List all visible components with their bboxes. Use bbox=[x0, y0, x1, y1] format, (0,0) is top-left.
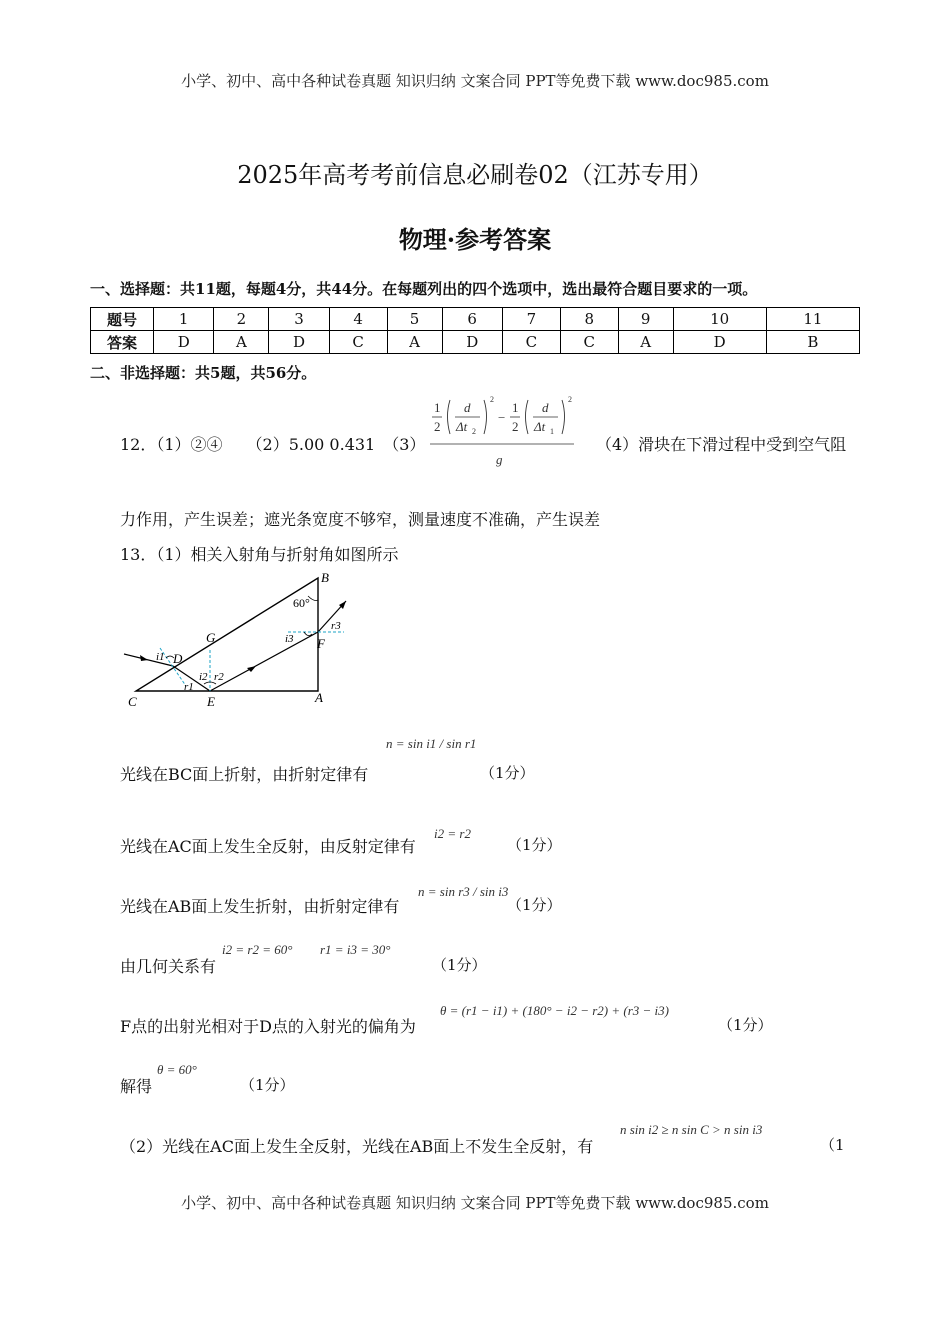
table-cell: 1 bbox=[154, 308, 214, 331]
table-cell: 2 bbox=[214, 308, 269, 331]
label-r3: r3 bbox=[331, 620, 341, 632]
label-i2: i2 bbox=[199, 671, 208, 683]
q13-l3-formula: n = sin r3 / sin i3 bbox=[418, 884, 509, 899]
table-cell: A bbox=[618, 331, 673, 354]
q12-formula bbox=[428, 394, 578, 472]
page-header: 小学、初中、高中各种试卷真题 知识归纳 文案合同 PPT等免费下载 www.doc985.com bbox=[181, 72, 769, 90]
section2-heading: 二、非选择题：共5题，共56分。 bbox=[90, 364, 317, 382]
table-cell: 8 bbox=[560, 308, 618, 331]
q13-l6-score: （1分） bbox=[240, 1076, 295, 1094]
svg-text:2: 2 bbox=[472, 427, 476, 436]
section1-heading: 一、选择题：共11题，每题4分，共44分。在每题列出的四个选项中，选出最符合题目要求的一项。 bbox=[90, 280, 758, 298]
table-cell: 6 bbox=[442, 308, 502, 331]
table-row-numbers bbox=[91, 308, 860, 331]
q13-l6-text: 解得 bbox=[120, 1077, 153, 1096]
row-label-answer: 答案 bbox=[91, 331, 154, 354]
q13-l4-text: 由几何关系有 bbox=[120, 957, 217, 976]
label-f: F bbox=[317, 636, 325, 651]
table-cell: 7 bbox=[502, 308, 560, 331]
q13-l4-formula-a: i2 = r2 = 60° bbox=[222, 942, 293, 957]
svg-text:d: d bbox=[542, 400, 549, 415]
label-i1: i1 bbox=[156, 651, 165, 663]
label-c: C bbox=[128, 694, 137, 709]
q13-l3-text: 光线在AB面上发生折射，由折射定律有 bbox=[120, 897, 400, 916]
table-cell: C bbox=[560, 331, 618, 354]
svg-text:d: d bbox=[464, 400, 471, 415]
svg-text:2: 2 bbox=[512, 419, 519, 434]
q13-intro: 13．（1）相关入射角与折射角如图所示 bbox=[120, 545, 399, 564]
q13-l4-formula-b: r1 = i3 = 30° bbox=[320, 942, 391, 957]
row-label-number: 题号 bbox=[91, 308, 154, 331]
table-cell: 9 bbox=[618, 308, 673, 331]
svg-text:g: g bbox=[496, 452, 503, 467]
table-cell: 10 bbox=[673, 308, 766, 331]
q13-l7-formula: n sin i2 ≥ n sin C > n sin i3 bbox=[620, 1122, 763, 1137]
label-e: E bbox=[207, 694, 215, 709]
q13-l5-formula: θ = (r1 − i1) + (180° − i2 − r2) + (r3 − i3) bbox=[440, 1003, 669, 1018]
q13-l4-score: （1分） bbox=[432, 956, 487, 974]
table-cell: D bbox=[442, 331, 502, 354]
q12-continuation: 力作用，产生误差；遮光条宽度不够窄，测量速度不准确，产生误差 bbox=[120, 510, 601, 529]
table-row-answers bbox=[91, 331, 860, 354]
table-cell: 5 bbox=[387, 308, 442, 331]
q13-l3-score: （1分） bbox=[507, 896, 562, 914]
svg-text:1: 1 bbox=[550, 427, 554, 436]
q13-l6-formula: θ = 60° bbox=[157, 1062, 197, 1077]
answer-table bbox=[90, 307, 860, 354]
table-cell: B bbox=[766, 331, 859, 354]
q13-l1-score: （1分） bbox=[480, 764, 535, 782]
q12-prefix: 12．（1）②④ （2）5.00 0.431 （3） bbox=[120, 435, 426, 454]
label-a: A bbox=[315, 690, 323, 705]
q12-tail: （4）滑块在下滑过程中受到空气阻 bbox=[596, 435, 847, 454]
table-cell: 4 bbox=[329, 308, 387, 331]
label-b: B bbox=[321, 570, 329, 585]
q13-l5-score: （1分） bbox=[718, 1016, 773, 1034]
table-cell: 11 bbox=[766, 308, 859, 331]
table-cell: C bbox=[329, 331, 387, 354]
svg-text:2: 2 bbox=[434, 419, 441, 434]
q13-l1-formula: n = sin i1 / sin r1 bbox=[386, 736, 477, 751]
q13-l2-text: 光线在AC面上发生全反射，由反射定律有 bbox=[120, 837, 416, 856]
svg-text:Δt: Δt bbox=[456, 419, 468, 434]
svg-text:1: 1 bbox=[512, 400, 519, 415]
table-cell: D bbox=[154, 331, 214, 354]
table-cell: 3 bbox=[269, 308, 329, 331]
q13-l2-formula: i2 = r2 bbox=[434, 826, 471, 841]
q13-l5-text: F点的出射光相对于D点的入射光的偏角为 bbox=[120, 1017, 416, 1036]
label-r1: r1 bbox=[184, 681, 194, 693]
page-footer: 小学、初中、高中各种试卷真题 知识归纳 文案合同 PPT等免费下载 www.doc985.com bbox=[181, 1194, 769, 1212]
q13-l7-text: （2）光线在AC面上发生全反射，光线在AB面上不发生全反射，有 bbox=[120, 1137, 594, 1156]
label-d: D bbox=[173, 651, 183, 666]
svg-text:2: 2 bbox=[568, 395, 572, 404]
q13-l2-score: （1分） bbox=[507, 836, 562, 854]
label-angle: 60° bbox=[293, 596, 310, 610]
table-cell: D bbox=[673, 331, 766, 354]
label-r2: r2 bbox=[214, 671, 224, 683]
table-cell: A bbox=[387, 331, 442, 354]
table-cell: C bbox=[502, 331, 560, 354]
label-i3: i3 bbox=[285, 633, 294, 645]
svg-text:1: 1 bbox=[434, 400, 441, 415]
table-cell: D bbox=[269, 331, 329, 354]
q13-l1-text: 光线在BC面上折射，由折射定律有 bbox=[120, 765, 369, 784]
label-g: G bbox=[206, 630, 216, 645]
page-title: 2025年高考考前信息必刷卷02（江苏专用） bbox=[237, 161, 713, 189]
svg-text:−: − bbox=[498, 410, 506, 425]
prism-diagram bbox=[118, 568, 358, 710]
svg-text:Δt: Δt bbox=[534, 419, 546, 434]
page-subtitle: 物理·参考答案 bbox=[398, 225, 552, 254]
q13-l7-tail: （1 bbox=[820, 1136, 845, 1154]
table-cell: A bbox=[214, 331, 269, 354]
svg-text:2: 2 bbox=[490, 395, 494, 404]
